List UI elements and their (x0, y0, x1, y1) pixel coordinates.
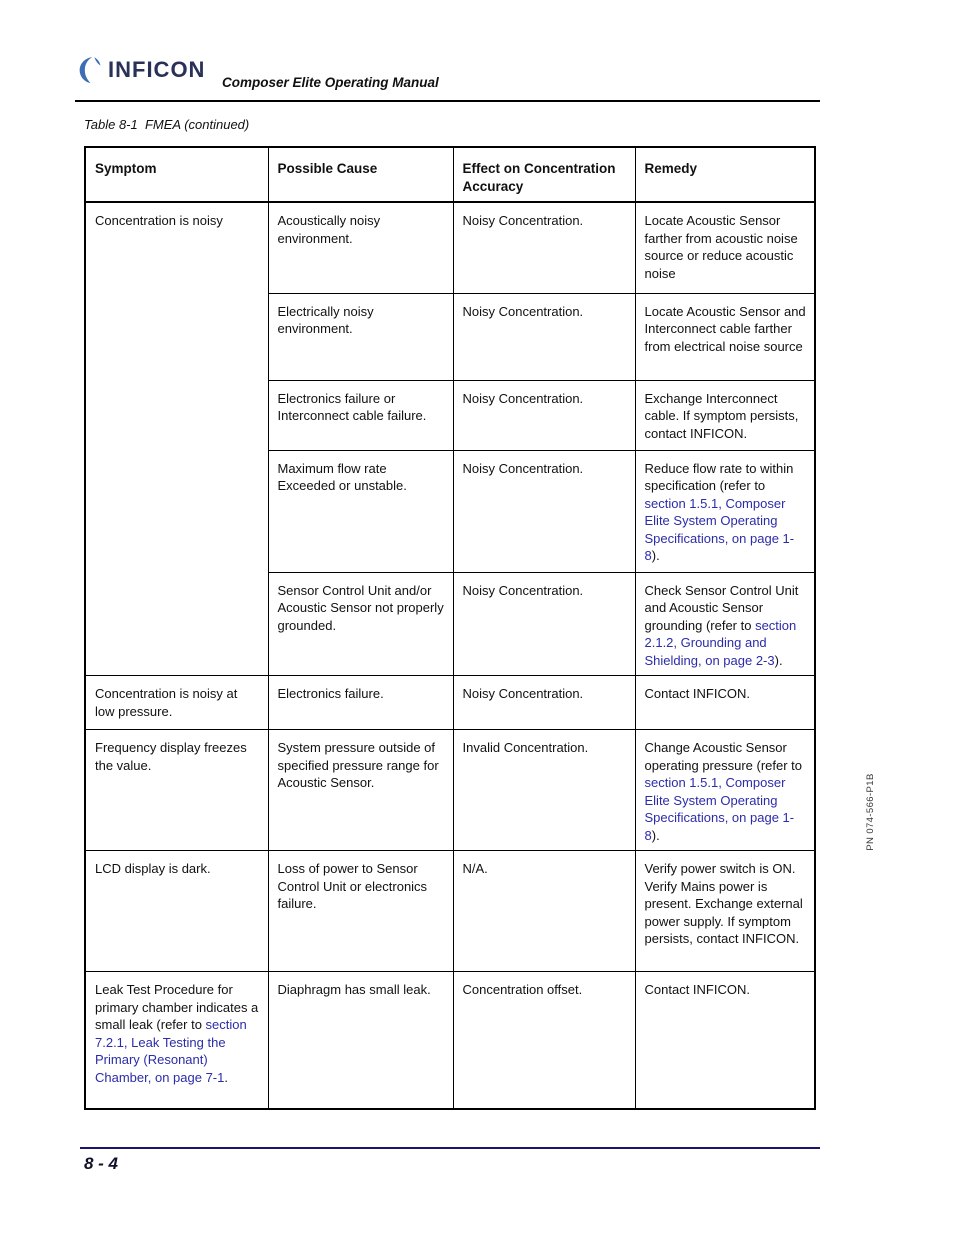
table-row (85, 202, 815, 293)
cell-symptom: Concentration is noisy at low pressure. (85, 676, 268, 730)
table-row (85, 730, 815, 851)
cell-remedy: Contact INFICON. (635, 972, 815, 1109)
cell-symptom: Concentration is noisy (85, 202, 268, 676)
cell-cause: Diaphragm has small leak. (268, 972, 453, 1109)
cell-remedy: Locate Acoustic Sensor and Interconnect cable farther from electrical noise source (635, 293, 815, 380)
column-header-effect: Effect on Concentration Accuracy (453, 147, 635, 202)
part-number-label: PN 074-566-P1B (865, 773, 876, 851)
cell-remedy: Locate Acoustic Sensor farther from acoustic noise source or reduce acoustic noise (635, 202, 815, 293)
cell-remedy (635, 572, 815, 676)
cross-reference-link[interactable]: section 7.2.1, Leak Testing the Primary (Resonant) Chamber, on page 7-1 (95, 1017, 247, 1085)
cell-effect: N/A. (453, 851, 635, 972)
table-caption: Table 8-1 FMEA (continued) (84, 117, 250, 132)
cross-reference-link[interactable]: section 1.5.1, Composer Elite System Operating Specifications, on page 1-8 (644, 495, 795, 563)
symptom-text: Leak Test Procedure for primary chamber indicates a small leak (refer to (95, 982, 259, 1032)
cell-cause: Electronics failure. (268, 676, 453, 730)
column-header-remedy: Remedy (635, 147, 815, 202)
cell-effect: Noisy Concentration. (453, 450, 635, 572)
table-header-row (85, 147, 815, 202)
column-header-symptom: Symptom (85, 147, 268, 202)
table-row (85, 851, 815, 972)
cell-effect: Noisy Concentration. (453, 293, 635, 380)
cell-remedy (635, 730, 815, 851)
cross-reference-link[interactable]: section 1.5.1, Composer Elite System Operating Specifications, on page 1-8 (644, 775, 795, 843)
header-divider (75, 100, 820, 102)
remedy-text: ). (651, 548, 660, 563)
cell-cause: Acoustically noisy environment. (268, 202, 453, 293)
fmea-table-container (84, 146, 816, 1110)
document-title: Composer Elite Operating Manual (222, 75, 439, 90)
symptom-text: . (224, 1069, 228, 1085)
cell-cause: Loss of power to Sensor Control Unit or electronics failure. (268, 851, 453, 972)
inficon-logo (78, 56, 205, 84)
cell-remedy: Verify power switch is ON. Verify Mains power is present. Exchange external power supply. If symptom persists, contact INFICON. (635, 851, 815, 972)
cell-cause: Sensor Control Unit and/or Acoustic Sensor not properly grounded. (268, 572, 453, 676)
cell-effect: Noisy Concentration. (453, 380, 635, 450)
cell-effect: Noisy Concentration. (453, 202, 635, 293)
fmea-table (84, 146, 816, 1110)
cell-cause: Maximum flow rate Exceeded or unstable. (268, 450, 453, 572)
cell-effect: Noisy Concentration. (453, 572, 635, 676)
cell-symptom (85, 972, 268, 1109)
cell-cause: Electronics failure or Interconnect cable failure. (268, 380, 453, 450)
cell-effect: Noisy Concentration. (453, 676, 635, 730)
inficon-wordmark: INFICON (108, 57, 206, 82)
cell-effect: Invalid Concentration. (453, 730, 635, 851)
cell-remedy (635, 450, 815, 572)
cell-cause: System pressure outside of specified pressure range for Acoustic Sensor. (268, 730, 453, 851)
page-number: 8 - 4 (84, 1154, 119, 1173)
table-row (85, 676, 815, 730)
footer-divider (80, 1147, 820, 1149)
cell-remedy: Contact INFICON. (635, 676, 815, 730)
cell-effect: Concentration offset. (453, 972, 635, 1109)
remedy-text: ). (651, 827, 660, 843)
remedy-text: Change Acoustic Sensor operating pressure (refer to (644, 740, 803, 773)
remedy-text: ). (774, 652, 783, 668)
cell-remedy: Exchange Interconnect cable. If symptom persists, contact INFICON. (635, 380, 815, 450)
table-row (85, 972, 815, 1109)
inficon-swoosh-icon (78, 56, 102, 84)
column-header-possible-cause: Possible Cause (268, 147, 453, 202)
remedy-text: Check Sensor Control Unit and Acoustic Sensor grounding (refer to (644, 582, 799, 633)
cell-symptom: LCD display is dark. (85, 851, 268, 972)
cell-symptom: Frequency display freezes the value. (85, 730, 268, 851)
cell-cause: Electrically noisy environment. (268, 293, 453, 380)
cross-reference-link[interactable]: section 2.1.2, Grounding and Shielding, on page 2-3 (644, 617, 797, 668)
remedy-text: Reduce flow rate to within specification (refer to (644, 460, 794, 493)
